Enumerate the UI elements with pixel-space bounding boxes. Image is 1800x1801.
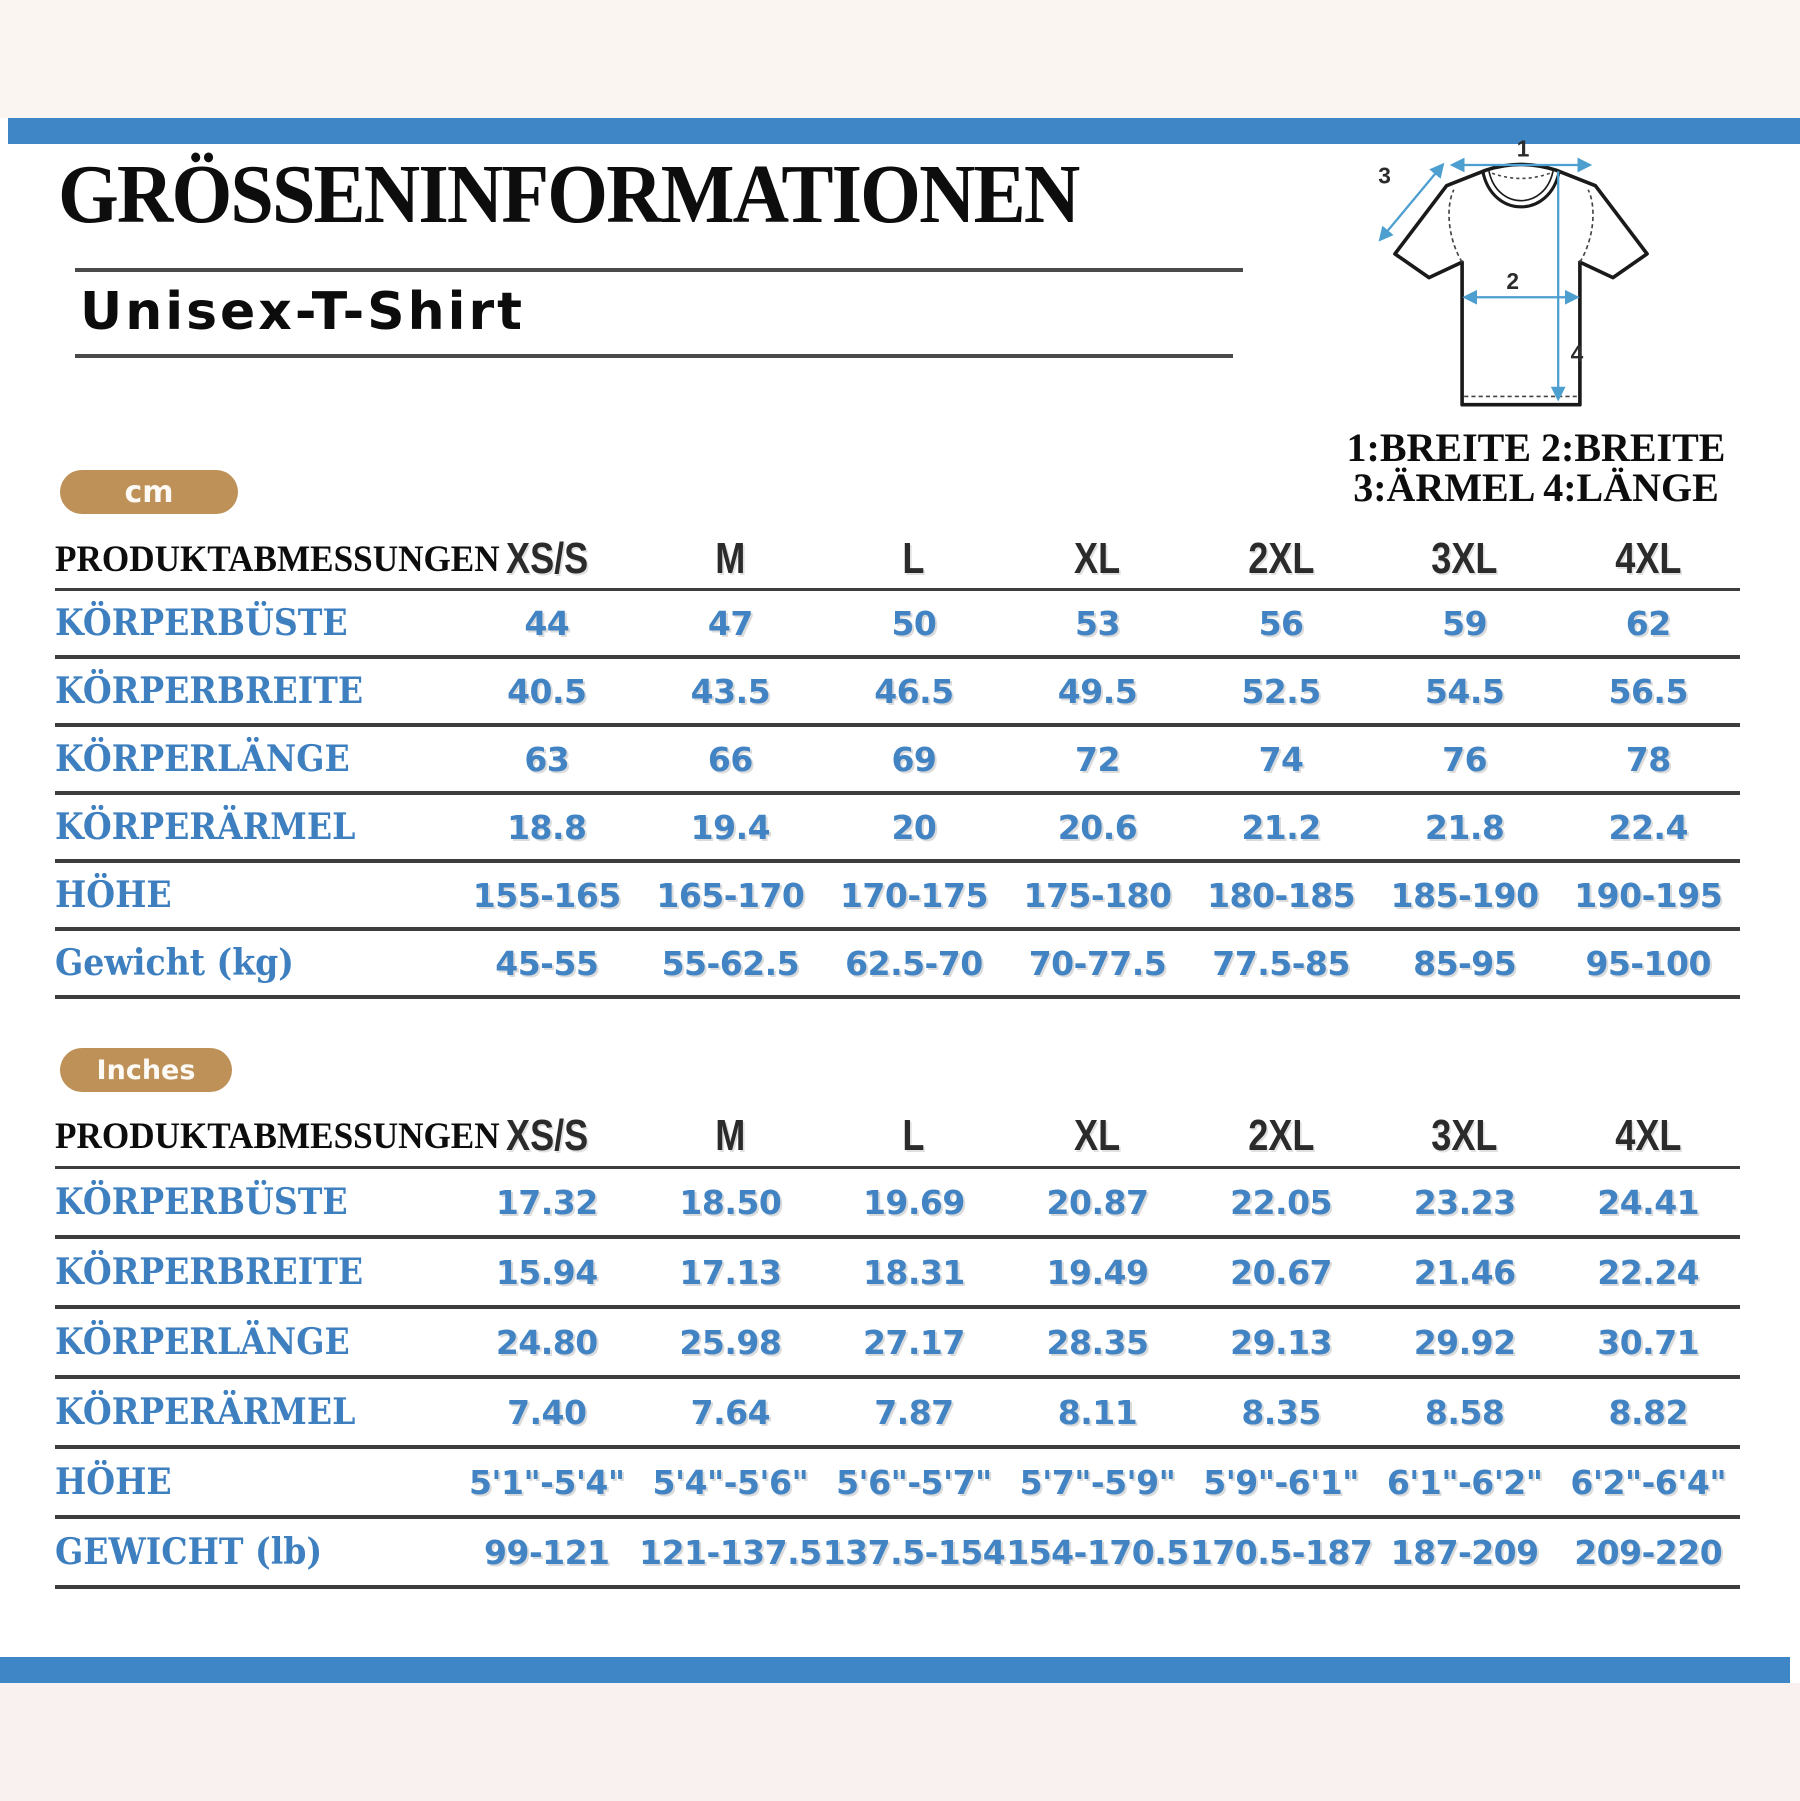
measurement-value-cell: 29.13 [1230, 1322, 1332, 1362]
measurement-value-cell: 187-209 [1390, 1532, 1539, 1572]
bottom-accent-bar [0, 1657, 1790, 1683]
size-column-header: XS/S [505, 534, 588, 583]
measurement-value-cell: 54.5 [1424, 671, 1505, 711]
measurement-value-cell: 7.64 [690, 1392, 771, 1432]
subtitle-underline [75, 354, 1233, 358]
table-header-row [55, 530, 1740, 591]
measurement-value-cell: 18.31 [862, 1252, 965, 1292]
measurement-value-cell: 76 [1442, 739, 1488, 779]
measurement-value-cell: 46.5 [874, 671, 954, 711]
measurement-row [55, 863, 1740, 931]
size-table-cm [55, 530, 1740, 999]
measurement-row-label: KÖRPERBÜSTE [55, 1181, 348, 1223]
measurement-value-cell: 74 [1258, 739, 1304, 779]
measurement-value-cell: 15.94 [495, 1252, 598, 1292]
size-column-header: 3XL [1431, 1111, 1498, 1160]
measurement-value-cell: 190-195 [1574, 875, 1723, 915]
measurement-value-cell: 18.50 [679, 1182, 782, 1222]
measurement-value-cell: 55-62.5 [661, 943, 800, 983]
measurement-row-label: KÖRPERBREITE [55, 670, 364, 712]
measurement-row [55, 1239, 1740, 1309]
measurement-row [55, 727, 1740, 795]
measurement-value-cell: 50 [891, 603, 937, 643]
tshirt-measurement-diagram [1366, 140, 1676, 438]
measurement-value-cell: 22.05 [1230, 1182, 1332, 1222]
measurement-value-cell: 56.5 [1608, 671, 1688, 711]
measurement-row-label: KÖRPERBÜSTE [55, 602, 348, 644]
measurement-value-cell: 25.98 [679, 1322, 782, 1362]
measurement-value-cell: 175-180 [1023, 875, 1172, 915]
measurement-value-cell: 8.11 [1057, 1392, 1138, 1432]
size-column-header: 2XL [1247, 1111, 1315, 1160]
measurement-value-cell: 40.5 [507, 671, 587, 711]
measurement-row [55, 795, 1740, 863]
measurement-value-cell: 5'9"-6'1" [1203, 1462, 1359, 1502]
measurement-value-cell: 21.46 [1413, 1252, 1516, 1292]
measurement-row [55, 1169, 1740, 1239]
measurement-value-cell: 95-100 [1585, 943, 1711, 983]
measurement-value-cell: 5'1"-5'4" [468, 1462, 625, 1502]
measurement-value-cell: 155-165 [472, 875, 621, 915]
measurement-value-cell: 30.71 [1597, 1322, 1700, 1362]
measurement-value-cell: 56 [1258, 603, 1304, 643]
measurement-value-cell: 7.87 [874, 1392, 954, 1432]
measurement-value-cell: 17.13 [679, 1252, 782, 1292]
measurement-value-cell: 18.8 [507, 807, 587, 847]
measurement-row-label: KÖRPERÄRMEL [55, 806, 356, 848]
measurement-value-cell: 62.5-70 [845, 943, 983, 983]
measurement-value-cell: 8.82 [1608, 1392, 1688, 1432]
marker-2-label: 2 [1506, 268, 1520, 294]
measurement-value-cell: 62 [1625, 603, 1671, 643]
measurement-value-cell: 59 [1442, 603, 1488, 643]
measurement-row-label: KÖRPERLÄNGE [55, 1321, 350, 1363]
measurement-value-cell: 52.5 [1241, 671, 1321, 711]
diagram-legend [1340, 425, 1732, 510]
size-column-header: 3XL [1431, 534, 1498, 583]
measurement-value-cell: 24.80 [495, 1322, 598, 1362]
measurement-value-cell: 66 [707, 739, 753, 779]
measurement-value-cell: 53 [1075, 603, 1120, 643]
measurement-value-cell: 63 [524, 739, 570, 779]
size-column-header: 4XL [1615, 1111, 1682, 1160]
bottom-background-band [0, 1683, 1800, 1801]
measurement-row-label: GEWICHT (lb) [55, 1531, 323, 1573]
measurement-value-cell: 49.5 [1057, 671, 1138, 711]
measurement-value-cell: 180-185 [1207, 875, 1356, 915]
measurement-row-label: KÖRPERBREITE [55, 1251, 364, 1293]
measurement-value-cell: 22.4 [1608, 807, 1688, 847]
measurement-value-cell: 121-137.5 [639, 1532, 822, 1572]
measurement-row-label: Gewicht (kg) [55, 942, 294, 984]
measurement-value-cell: 209-220 [1574, 1532, 1723, 1572]
measurement-value-cell: 165-170 [656, 875, 805, 915]
measurement-value-cell: 6'2"-6'4" [1570, 1462, 1727, 1502]
measurement-value-cell: 23.23 [1413, 1182, 1516, 1222]
measurement-value-cell: 72 [1075, 739, 1120, 779]
measurement-value-cell: 22.24 [1597, 1252, 1700, 1292]
measurement-value-cell: 85-95 [1413, 943, 1517, 983]
measurement-value-cell: 8.58 [1424, 1392, 1505, 1432]
measurement-value-cell: 154-170.5 [1006, 1532, 1189, 1572]
measurement-value-cell: 20.6 [1057, 807, 1138, 847]
measurement-value-cell: 137.5-154 [822, 1532, 1006, 1572]
measurement-value-cell: 21.2 [1241, 807, 1321, 847]
measurement-value-cell: 24.41 [1597, 1182, 1700, 1222]
marker-3-label: 3 [1378, 162, 1391, 189]
page-subtitle: Unisex-T-Shirt [80, 282, 525, 342]
produktabmessungen-header: PRODUKTABMESSUNGEN [55, 538, 500, 580]
measurement-value-cell: 7.40 [507, 1392, 587, 1432]
measurement-value-cell: 8.35 [1241, 1392, 1321, 1432]
measurement-value-cell: 29.92 [1413, 1322, 1516, 1362]
measurement-row-label: HÖHE [55, 1461, 172, 1503]
measurement-row-label: KÖRPERÄRMEL [55, 1391, 356, 1433]
measurement-value-cell: 170-175 [839, 875, 988, 915]
measurement-value-cell: 19.49 [1046, 1252, 1149, 1292]
measurement-value-cell: 19.4 [690, 807, 771, 847]
measurement-value-cell: 77.5-85 [1212, 943, 1350, 983]
legend-line-1: 1:BREITE 2:BREITE [1346, 425, 1726, 470]
top-background-band [0, 0, 1800, 118]
measurement-row [55, 659, 1740, 727]
marker-4-label: 4 [1570, 340, 1584, 367]
measurement-row [55, 1309, 1740, 1379]
measurement-value-cell: 5'4"-5'6" [652, 1462, 809, 1502]
size-column-header: XS/S [505, 1111, 588, 1160]
size-column-header: M [715, 534, 746, 583]
measurement-value-cell: 28.35 [1046, 1322, 1149, 1362]
measurement-value-cell: 45-55 [495, 943, 599, 983]
size-column-header: 4XL [1615, 534, 1682, 583]
measurement-value-cell: 21.8 [1424, 807, 1505, 847]
measurement-row-label: HÖHE [55, 874, 172, 916]
size-column-header: L [902, 534, 925, 583]
legend-line-2: 3:ÄRMEL 4:LÄNGE [1353, 465, 1719, 510]
measurement-value-cell: 99-121 [484, 1532, 610, 1572]
measurement-row [55, 931, 1740, 999]
measurement-value-cell: 69 [891, 739, 937, 779]
unit-badge-cm: cm [60, 470, 238, 514]
measurement-value-cell: 27.17 [862, 1322, 965, 1362]
size-column-header: XL [1074, 1111, 1121, 1160]
page-title: GRÖSSENINFORMATIONEN [58, 148, 1079, 241]
table-header-row [55, 1106, 1740, 1169]
measurement-value-cell: 17.32 [495, 1182, 598, 1222]
measurement-value-cell: 5'6"-5'7" [836, 1462, 992, 1502]
measurement-value-cell: 6'1"-6'2" [1386, 1462, 1543, 1502]
size-column-header: M [715, 1111, 746, 1160]
measurement-value-cell: 20.87 [1046, 1182, 1149, 1222]
unit-badge-inches: Inches [60, 1048, 232, 1092]
measurement-value-cell: 70-77.5 [1028, 943, 1167, 983]
measurement-value-cell: 44 [524, 603, 570, 643]
measurement-value-cell: 5'7"-5'9" [1019, 1462, 1176, 1502]
size-column-header: 2XL [1247, 534, 1315, 583]
measurement-row-label: KÖRPERLÄNGE [55, 738, 350, 780]
size-table-inches [55, 1106, 1740, 1589]
measurement-row [55, 1519, 1740, 1589]
measurement-value-cell: 43.5 [690, 671, 771, 711]
marker-1-label: 1 [1516, 140, 1530, 162]
measurement-value-cell: 185-190 [1390, 875, 1539, 915]
produktabmessungen-header: PRODUKTABMESSUNGEN [55, 1115, 500, 1157]
measurement-row [55, 1449, 1740, 1519]
measurement-value-cell: 47 [707, 603, 753, 643]
size-column-header: XL [1074, 534, 1121, 583]
measurement-value-cell: 20.67 [1230, 1252, 1332, 1292]
measurement-value-cell: 170.5-187 [1189, 1532, 1373, 1572]
measurement-value-cell: 78 [1625, 739, 1671, 779]
measurement-value-cell: 20 [891, 807, 937, 847]
size-column-header: L [902, 1111, 925, 1160]
measurement-row [55, 591, 1740, 659]
measurement-value-cell: 19.69 [862, 1182, 965, 1222]
measurement-row [55, 1379, 1740, 1449]
title-underline [75, 268, 1243, 272]
